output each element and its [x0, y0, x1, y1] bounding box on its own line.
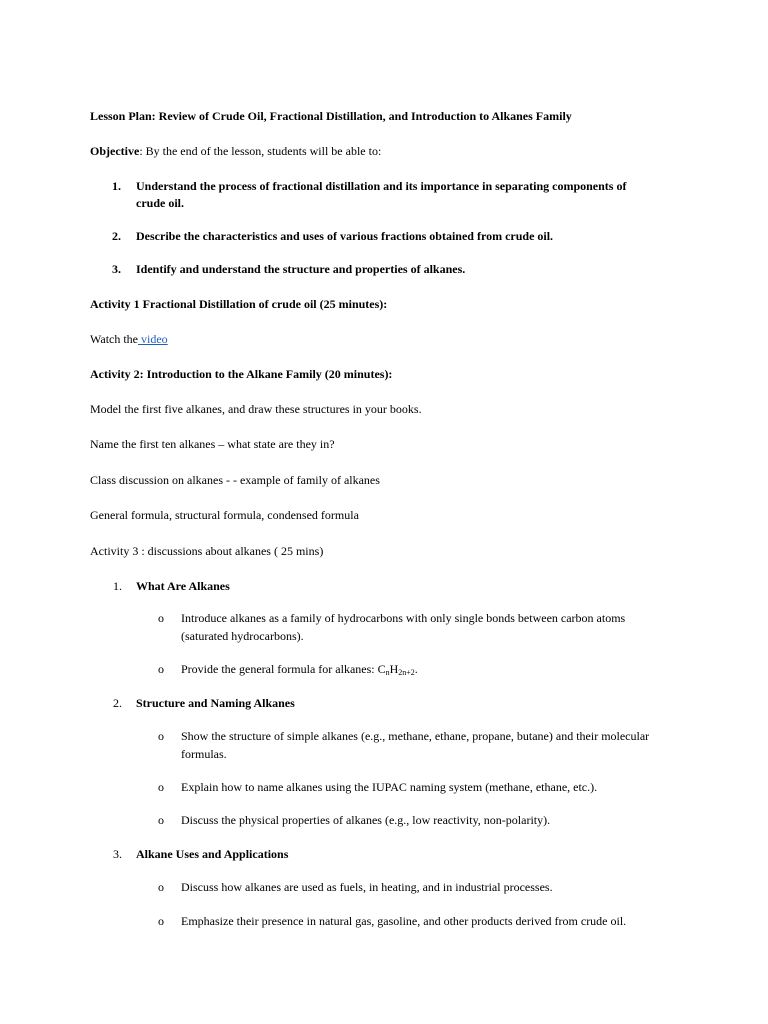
bullet-marker: o — [158, 813, 164, 827]
section-3-bullet-2: Emphasize their presence in natural gas, gasoline, and other products derived from crude oil. — [181, 914, 627, 928]
section-2-bullet-1-line2: formulas. — [181, 747, 227, 761]
objective-2-text: Describe the characteristics and uses of various fractions obtained from crude oil. — [136, 229, 554, 243]
lesson-title: Lesson Plan: Review of Crude Oil, Fractional Distillation, and Introduction to Alkanes Family — [90, 109, 572, 123]
bullet-marker: o — [158, 880, 164, 894]
section-1-bullet-1-line2: (saturated hydrocarbons). — [181, 629, 304, 643]
formula-subscript-n: n — [385, 668, 390, 677]
section-2-title: Structure and Naming Alkanes — [136, 696, 295, 710]
video-link[interactable]: video — [138, 332, 168, 346]
section-2-bullet-1-line1: Show the structure of simple alkanes (e.g., methane, ethane, propane, butane) and their molecular — [181, 729, 650, 743]
watch-video-line — [90, 330, 168, 348]
activity-1-heading: Activity 1 Fractional Distillation of crude oil (25 minutes): — [90, 297, 388, 311]
objective-1-number: 1. — [112, 179, 121, 193]
objective-text: : By the end of the lesson, students will be able to: — [139, 144, 382, 158]
objective-3-text: Identify and understand the structure and properties of alkanes. — [136, 262, 466, 276]
bullet-marker: o — [158, 780, 164, 794]
activity-2-paragraph-4: General formula, structural formula, condensed formula — [90, 508, 359, 522]
objective-1-line2: crude oil. — [136, 196, 184, 210]
activity-2-heading: Activity 2: Introduction to the Alkane Family (20 minutes): — [90, 367, 393, 381]
section-3-number: 3. — [113, 847, 122, 861]
formula-suffix: . — [414, 662, 418, 676]
bullet-marker: o — [158, 662, 164, 676]
objective-3-number: 3. — [112, 262, 121, 276]
section-1-bullet-1-line1: Introduce alkanes as a family of hydrocarbons with only single bonds between carbon atoms — [181, 611, 626, 625]
section-2-number: 2. — [113, 696, 122, 710]
general-formula-line — [181, 660, 418, 682]
formula-subscript-2n2: 2n+2 — [398, 668, 415, 677]
section-3-title: Alkane Uses and Applications — [136, 847, 289, 861]
activity-2-paragraph-2: Name the first ten alkanes – what state are they in? — [90, 437, 335, 451]
activity-2-paragraph-1: Model the first five alkanes, and draw these structures in your books. — [90, 402, 422, 416]
bullet-marker: o — [158, 914, 164, 928]
objective-line — [90, 142, 381, 160]
bullet-marker: o — [158, 611, 164, 625]
objective-label: Objective — [90, 144, 140, 158]
section-2-bullet-2: Explain how to name alkanes using the IUPAC naming system (methane, ethane, etc.). — [181, 780, 598, 794]
bullet-marker: o — [158, 729, 164, 743]
section-1-number: 1. — [113, 579, 122, 593]
activity-2-paragraph-3: Class discussion on alkanes - - example of family of alkanes — [90, 473, 380, 487]
formula-h: H — [389, 662, 399, 676]
formula-prefix: Provide the general formula for alkanes: C — [181, 662, 386, 676]
objective-1-line1: Understand the process of fractional distillation and its importance in separating components of — [136, 179, 627, 193]
watch-prefix: Watch the — [90, 332, 139, 346]
section-1-title: What Are Alkanes — [136, 579, 230, 593]
activity-3-heading: Activity 3 : discussions about alkanes ( 25 mins) — [90, 544, 324, 558]
objective-2-number: 2. — [112, 229, 121, 243]
section-2-bullet-3: Discuss the physical properties of alkanes (e.g., low reactivity, non-polarity). — [181, 813, 551, 827]
section-3-bullet-1: Discuss how alkanes are used as fuels, in heating, and in industrial processes. — [181, 880, 553, 894]
